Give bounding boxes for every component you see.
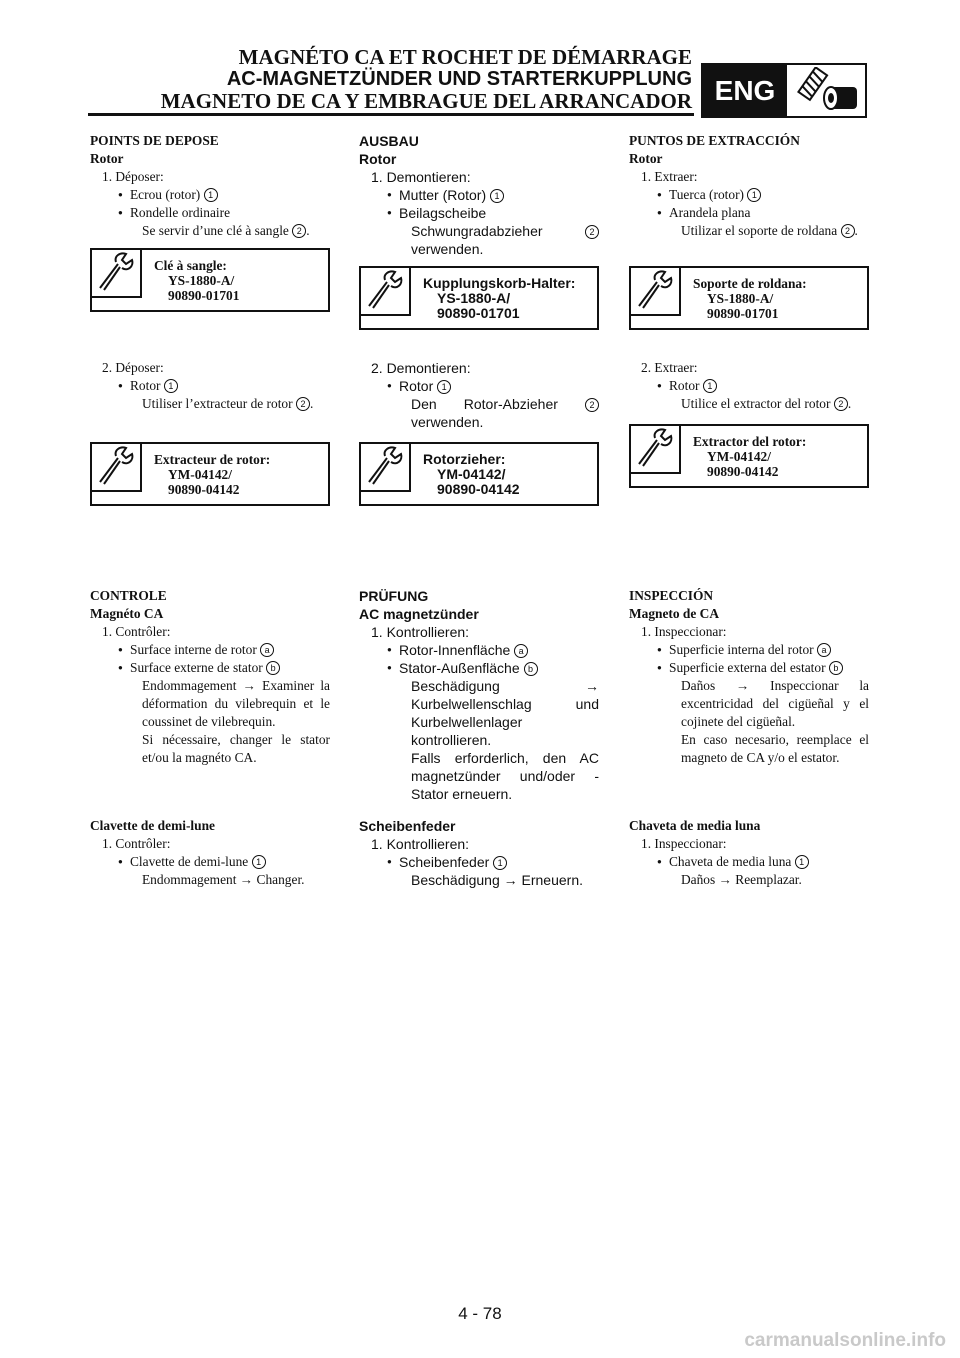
wrench-icon xyxy=(92,250,138,294)
wrench-icon-cell xyxy=(361,268,411,316)
de-tool-box-2 xyxy=(359,442,599,506)
de-step-2: 2. Demontieren: xyxy=(371,360,471,376)
column-de-check xyxy=(359,587,599,803)
es-step2-bullet1: ● Rotor 1 xyxy=(629,377,869,395)
es-tool2-code2: 90890-04142 xyxy=(707,464,779,479)
column-de-step2 xyxy=(359,359,599,431)
de-check-heading: PRÜFUNG xyxy=(359,588,429,604)
es-tool1-code1: YS-1880-A/ xyxy=(707,291,774,306)
de-tool1-code1: YS-1880-A/ xyxy=(437,290,511,306)
fr-key-step-1: 1. Contrôler: xyxy=(102,836,171,851)
bolt-and-socket-icon xyxy=(791,67,863,115)
es-rotor-heading: Rotor xyxy=(629,151,663,166)
fr-step1-bullet1: ● Ecrou (rotor) 1 xyxy=(90,186,330,204)
es-tool1-code2: 90890-01701 xyxy=(707,306,779,321)
title-es: MAGNETO DE CA Y EMBRAGUE DEL ARRANCADOR xyxy=(160,89,692,113)
fr-step1-note: Se servir d’une clé à sangle 2 . xyxy=(142,223,310,238)
fr-tool-box-2 xyxy=(90,442,330,506)
de-removal-heading: AUSBAU xyxy=(359,133,419,149)
es-key-step-1: 1. Inspeccionar: xyxy=(641,836,727,851)
fr-tool1-code2: 90890-01701 xyxy=(168,288,240,303)
es-check-step-1: 1. Inspeccionar: xyxy=(641,624,727,639)
fr-tool1-code1: YS-1880-A/ xyxy=(168,273,235,288)
es-key-heading: Chaveta de media luna xyxy=(629,818,761,833)
es-step1-bullet2: ● Arandela plana xyxy=(629,204,869,222)
es-step1-bullet1: ● Tuerca (rotor) 1 xyxy=(629,186,869,204)
fr-check-note2: Si nécessaire, changer le stator et/ou la magnéto CA. xyxy=(142,732,330,765)
fr-key-heading: Clavette de demi-lune xyxy=(90,818,215,833)
header-rule xyxy=(88,113,694,116)
de-magneto-heading: AC magnetzünder xyxy=(359,606,479,622)
es-check-note: Daños → Inspeccionar la excentricidad del cigüeñal y el cojinete del cigüeñal. xyxy=(681,678,869,729)
es-check-heading: INSPECCIÓN xyxy=(629,588,714,603)
fr-tool2-code1: YM-04142/ xyxy=(168,467,232,482)
de-step-1: 1. Demontieren: xyxy=(371,169,471,185)
de-step1-bullet2: ● Beilagscheibe xyxy=(359,204,599,222)
de-tool-box-1 xyxy=(359,266,599,330)
column-es-check xyxy=(629,587,869,767)
fr-tool-box-1 xyxy=(90,248,330,312)
fr-key-note: Endommagement → Changer. xyxy=(142,872,305,887)
wrench-icon-cell xyxy=(631,426,681,474)
es-magneto-heading: Magneto de CA xyxy=(629,606,720,621)
fr-step-1: 1. Déposer: xyxy=(102,169,164,184)
es-check-bullet1: ● Superficie interna del rotor a xyxy=(629,641,869,659)
badge-label: ENG xyxy=(703,65,787,116)
wrench-icon xyxy=(361,268,407,312)
header-titles xyxy=(161,46,692,112)
de-check-note2: Falls erforderlich, den AC magnetzünder und/oder -Stator erneuern. xyxy=(411,750,599,802)
de-check-bullet2: ● Stator-Außenfläche b xyxy=(359,659,599,677)
fr-step2-note: Utiliser l’extracteur de rotor 2 . xyxy=(142,396,314,411)
column-es-step2 xyxy=(629,359,869,413)
es-step2-note: Utilice el extractor del rotor 2 . xyxy=(681,396,852,411)
de-tool2-name: Rotorzieher: xyxy=(423,451,506,467)
wrench-icon xyxy=(92,444,138,488)
de-key-note: Beschädigung → Erneuern. xyxy=(411,872,583,888)
fr-check-bullet1: ● Surface interne de rotor a xyxy=(90,641,330,659)
de-tool1-text xyxy=(423,276,575,321)
es-check-note2: En caso necesario, reemplace el magneto de CA y/o el estator. xyxy=(681,732,869,765)
wrench-icon xyxy=(361,444,407,488)
de-check-bullet1: ● Rotor-Innenfläche a xyxy=(359,641,599,659)
fr-step2-bullet1: ● Rotor 1 xyxy=(90,377,330,395)
es-step-2: 2. Extraer: xyxy=(641,360,698,375)
wrench-icon-cell xyxy=(92,250,142,298)
title-fr: MAGNÉTO CA ET ROCHET DE DÉMARRAGE xyxy=(238,45,692,69)
column-es-key xyxy=(629,817,869,889)
es-tool-box-2 xyxy=(629,424,869,488)
de-key-bullet1: ● Scheibenfeder 1 xyxy=(359,853,599,871)
es-check-bullet2: ● Superficie externa del estator b xyxy=(629,659,869,677)
de-step1-note: Schwungradabzieher 2 verwenden. xyxy=(359,222,599,258)
de-tool1-name: Kupplungskorb-Halter: xyxy=(423,275,576,291)
fr-check-note: Endommagement → Examiner la déformation du vilebrequin et le coussinet de vilebrequin. xyxy=(142,678,330,729)
column-fr-key xyxy=(90,817,330,889)
es-tool2-text xyxy=(693,434,806,479)
fr-tool2-text xyxy=(154,452,270,497)
fr-rotor-heading: Rotor xyxy=(90,151,124,166)
fr-step-2: 2. Déposer: xyxy=(102,360,164,375)
wrench-icon-cell xyxy=(92,444,142,492)
de-check-step-1: 1. Kontrollieren: xyxy=(371,624,470,640)
de-check-note: Beschädigung → Kurbelwellenschlag und Kurbelwellenlager kontrollieren. xyxy=(411,678,599,748)
fr-tool2-name: Extracteur de rotor: xyxy=(154,452,271,467)
page-number: 4 - 78 xyxy=(458,1304,502,1323)
de-tool2-text xyxy=(423,452,520,497)
column-de-key xyxy=(359,817,599,889)
de-tool1-code2: 90890-01701 xyxy=(437,305,520,321)
de-step1-bullet1: ● Mutter (Rotor) 1 xyxy=(359,186,599,204)
de-tool2-code1: YM-04142/ xyxy=(437,466,506,482)
column-fr xyxy=(90,132,330,240)
wrench-icon xyxy=(631,426,677,470)
es-key-bullet1: ● Chaveta de media luna 1 xyxy=(629,853,869,871)
watermark: carmanualsonline.info xyxy=(744,1330,946,1351)
fr-check-heading: CONTROLE xyxy=(90,588,167,603)
wrench-icon-cell xyxy=(361,444,411,492)
fr-tool1-name: Clé à sangle: xyxy=(154,258,227,273)
es-tool2-code1: YM-04142/ xyxy=(707,449,771,464)
eng-badge xyxy=(701,63,867,118)
fr-check-step-1: 1. Contrôler: xyxy=(102,624,171,639)
de-rotor-heading: Rotor xyxy=(359,151,397,167)
es-tool2-name: Extractor del rotor: xyxy=(693,434,807,449)
column-de xyxy=(359,132,599,258)
es-tool1-text xyxy=(693,276,807,321)
de-key-heading: Scheibenfeder xyxy=(359,818,456,834)
fr-tool1-text xyxy=(154,258,239,303)
es-tool1-name: Soporte de roldana: xyxy=(693,276,807,291)
title-de: AC-MAGNETZÜNDER UND STARTERKUPPLUNG xyxy=(226,68,692,90)
fr-check-bullet2: ● Surface externe de stator b xyxy=(90,659,330,677)
fr-removal-heading: POINTS DE DEPOSE xyxy=(90,133,219,148)
es-step1-note: Utilizar el soporte de roldana 2 . xyxy=(681,223,858,238)
wrench-icon xyxy=(631,268,677,312)
es-removal-heading: PUNTOS DE EXTRACCIÓN xyxy=(629,133,800,148)
column-es xyxy=(629,132,869,240)
fr-step1-bullet2: ● Rondelle ordinaire xyxy=(90,204,330,222)
es-key-note: Daños → Reemplazar. xyxy=(681,872,802,887)
column-fr-check xyxy=(90,587,330,767)
de-step2-bullet1: ● Rotor 1 xyxy=(359,377,599,395)
de-tool2-code2: 90890-04142 xyxy=(437,481,520,497)
wrench-icon-cell xyxy=(631,268,681,316)
de-key-step-1: 1. Kontrollieren: xyxy=(371,836,470,852)
es-step-1: 1. Extraer: xyxy=(641,169,698,184)
fr-key-bullet1: ● Clavette de demi-lune 1 xyxy=(90,853,330,871)
column-fr-step2 xyxy=(90,359,330,413)
fr-tool2-code2: 90890-04142 xyxy=(168,482,240,497)
fr-magneto-heading: Magnéto CA xyxy=(90,606,164,621)
de-step2-note: Den Rotor-Abzieher 2 verwenden. xyxy=(359,395,599,431)
es-tool-box-1 xyxy=(629,266,869,330)
